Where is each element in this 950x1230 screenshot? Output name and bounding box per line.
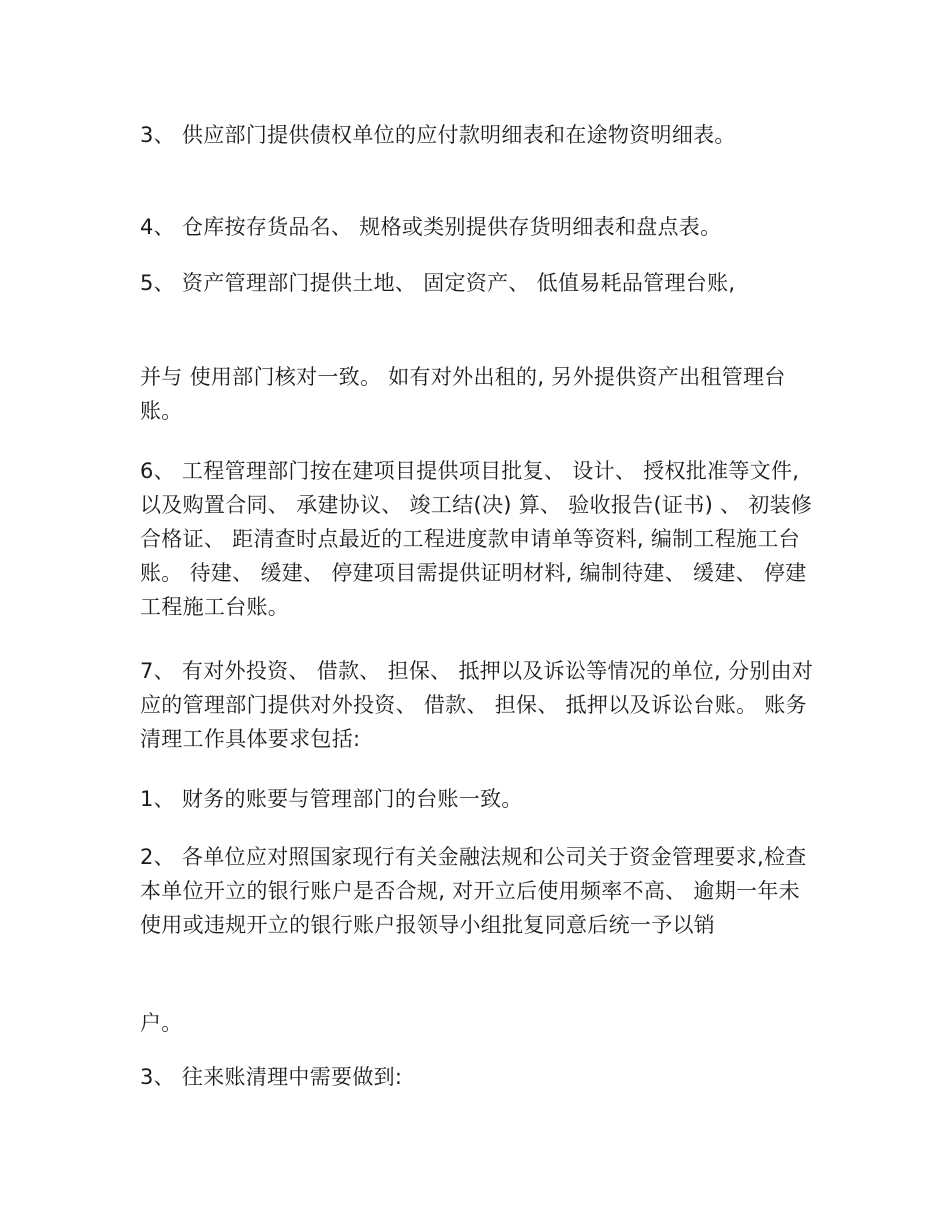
paragraph-external-investment: 7、 有对外投资、 借款、 担保、 抵押以及诉讼等情况的单位, 分别由对应的管理部门提供对外投资、 借款、 担保、 抵押以及诉讼台账。 账务清理工作具体要求包括: [140,659,814,751]
paragraph-asset-management: 5、 资产管理部门提供土地、 固定资产、 低值易耗品管理台账, [140,271,736,295]
paragraph-asset-verification: 并与 使用部门核对一致。 如有对外出租的, 另外提供资产出租管理台账。 [140,365,786,423]
paragraph-bank-accounts: 2、 各单位应对照国家现行有关金融法规和公司关于资金管理要求,检查本单位开立的银行账户是否合规, 对开立后使用频率不高、 逾期一年未使用或违规开立的银行账户报领导小组批复同意后统一予以销 [140,845,807,937]
paragraph-current-accounts: 3、 往来账清理中需要做到: [140,1065,403,1089]
paragraph-account-closure: 户。 [140,1011,183,1035]
paragraph-supply-department: 3、 供应部门提供债权单位的应付款明细表和在途物资明细表。 [140,123,736,147]
paragraph-warehouse: 4、 仓库按存货品名、 规格或类别提供存货明细表和盘点表。 [140,215,722,239]
paragraph-engineering-management: 6、 工程管理部门按在建项目提供项目批复、 设计、 授权批准等文件,以及购置合同、 承建协议、 竣工结(决) 算、 验收报告(证书) 、 初装修合格证、 距清查时点最近的工程进度款申请单等资料, 编制工程施工台账。 待建、 缓建、 停建项目需提供证明材料, 编制待建、 缓建、 停建工程施工台账。 [140,459,813,619]
paragraph-ledger-consistency: 1、 财务的账要与管理部门的台账一致。 [140,787,523,811]
